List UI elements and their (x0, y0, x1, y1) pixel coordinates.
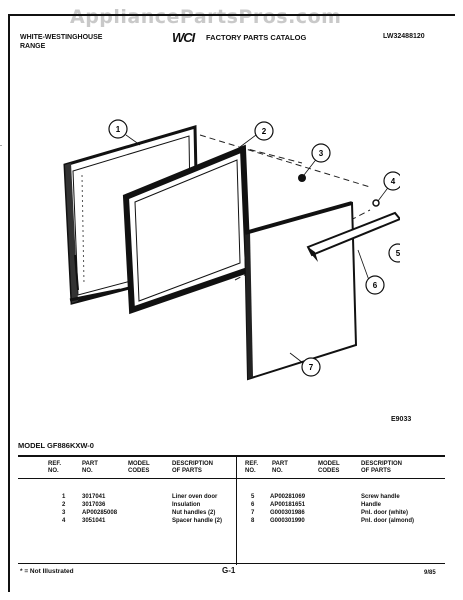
callout-3: 3 (318, 149, 324, 158)
table-column-divider (236, 457, 237, 565)
header-description: DESCRIPTION OF PARTS (172, 461, 214, 474)
brand-block (20, 33, 102, 51)
header-ref-no: REF. NO. (48, 461, 62, 474)
part-ref: 6 (251, 502, 255, 508)
callout-4: 4 (390, 177, 396, 186)
part-ref: 5 (251, 494, 255, 500)
part-number: AP00285008 (82, 510, 118, 516)
part-ref: 7 (251, 510, 255, 516)
part-number: 3051041 (82, 518, 106, 524)
part-description: Insulation (172, 502, 201, 508)
header-part-no-right: PART NO. (272, 461, 288, 474)
part-number: G000301986 (270, 510, 305, 516)
part-number: AP00281069 (270, 494, 306, 500)
header-model-codes: MODEL CODES (128, 461, 150, 474)
table-top-rule (18, 455, 445, 457)
nut-handle-icon (298, 174, 306, 182)
margin-mark: - (0, 143, 2, 149)
callout-6: 6 (372, 281, 378, 290)
part-description: Screw handle (361, 494, 400, 500)
brand-name: WHITE-WESTINGHOUSE (20, 34, 103, 41)
part-description: Pnl. door (almond) (361, 518, 414, 524)
header-part-no: PART NO. (82, 461, 98, 474)
part-description: Handle (361, 502, 382, 508)
diagram-code: E9033 (391, 416, 412, 423)
part-description: Pnl. door (white) (361, 510, 408, 516)
table-bottom-rule (18, 563, 445, 564)
part-description: Spacer handle (2) (172, 518, 223, 524)
wci-logo: WCI (172, 30, 195, 45)
exploded-door-diagram (40, 105, 400, 395)
header-description-right: DESCRIPTION OF PARTS (361, 461, 403, 474)
not-illustrated-note: * = Not Illustrated (20, 568, 74, 575)
part-ref: 3 (62, 510, 66, 516)
header-model-codes-right: MODEL CODES (318, 461, 340, 474)
page-number: G-1 (222, 566, 236, 575)
part-description: Liner oven door (172, 494, 218, 500)
catalog-title: FACTORY PARTS CATALOG (206, 33, 307, 42)
door-panel-part (245, 203, 356, 379)
callout-2: 2 (261, 127, 267, 136)
part-description: Nut handles (2) (172, 510, 216, 516)
callout-7: 7 (308, 363, 314, 372)
part-ref: 1 (62, 494, 66, 500)
part-number: G000301990 (270, 518, 305, 524)
callout-1: 1 (115, 125, 121, 134)
part-number: 3017041 (82, 494, 106, 500)
part-ref: 4 (62, 518, 66, 524)
table-header-rule (18, 478, 445, 479)
header-ref-no-right: REF. NO. (245, 461, 259, 474)
model-number: MODEL GF886KXW-0 (18, 441, 94, 450)
callout-5: 5 (395, 249, 400, 258)
catalog-number: LW32488120 (383, 33, 425, 40)
revision-date: 9/85 (424, 570, 436, 576)
part-number: AP00181651 (270, 502, 306, 508)
product-type: RANGE (20, 43, 46, 50)
part-ref: 8 (251, 518, 255, 524)
part-ref: 2 (62, 502, 66, 508)
watermark: AppliancePartsPros.com (70, 6, 342, 28)
part-number: 3017036 (82, 502, 106, 508)
